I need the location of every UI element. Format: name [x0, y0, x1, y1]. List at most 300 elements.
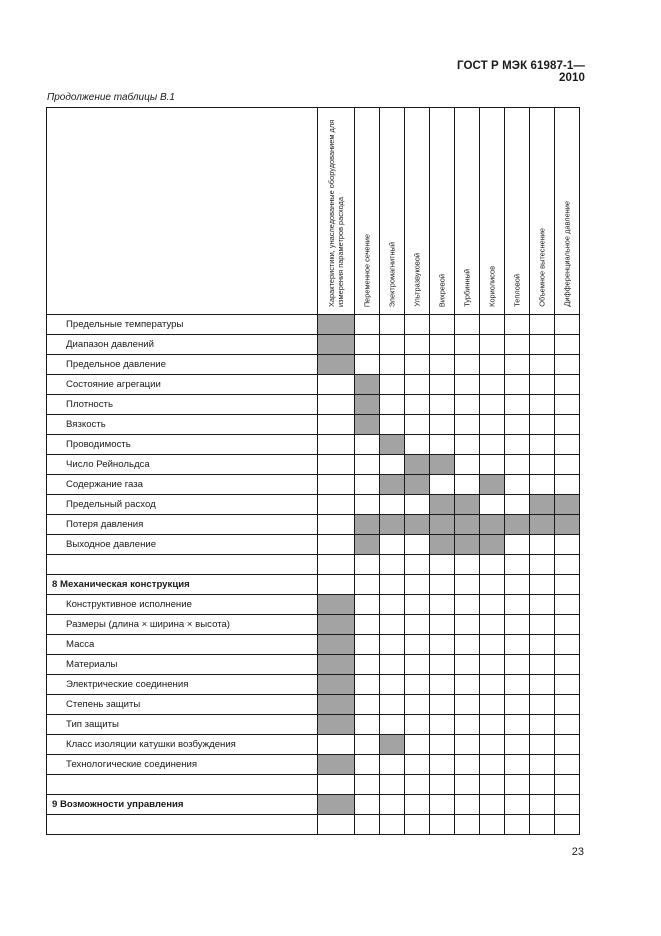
column-header	[555, 108, 580, 315]
table-row	[47, 635, 580, 655]
empty-cell	[355, 735, 380, 755]
empty-cell	[355, 635, 380, 655]
empty-cell	[505, 595, 530, 615]
table-caption: Продолжение таблицы В.1	[47, 92, 175, 103]
characteristics-table	[46, 107, 580, 835]
applicable-mark-cell	[355, 395, 380, 415]
column-header	[530, 108, 555, 315]
empty-cell	[318, 815, 355, 835]
empty-cell	[455, 475, 480, 495]
empty-cell	[380, 595, 405, 615]
empty-cell	[380, 635, 405, 655]
table-header-row	[47, 108, 580, 315]
table-row	[47, 615, 580, 635]
empty-cell	[505, 355, 530, 375]
empty-cell	[480, 435, 505, 455]
empty-cell	[430, 715, 455, 735]
column-header	[318, 108, 355, 315]
empty-cell	[380, 675, 405, 695]
characteristic-cell	[47, 815, 318, 835]
applicable-mark-cell	[318, 715, 355, 735]
characteristic-cell	[47, 415, 318, 435]
applicable-mark-cell	[380, 475, 405, 495]
empty-cell	[355, 355, 380, 375]
empty-cell	[455, 435, 480, 455]
table-row	[47, 355, 580, 375]
characteristic-cell	[47, 555, 318, 575]
empty-cell	[355, 715, 380, 735]
section-heading-cell	[47, 795, 318, 815]
empty-cell	[505, 575, 530, 595]
characteristic-label: Проводимость	[66, 439, 131, 450]
empty-cell	[505, 395, 530, 415]
applicable-mark-cell	[455, 515, 480, 535]
table-row	[47, 795, 580, 815]
characteristic-label: Диапазон давлений	[66, 339, 154, 350]
table-row	[47, 495, 580, 515]
empty-cell	[505, 755, 530, 775]
empty-cell	[380, 495, 405, 515]
empty-cell	[455, 775, 480, 795]
empty-cell	[555, 815, 580, 835]
table-row	[47, 675, 580, 695]
empty-cell	[480, 635, 505, 655]
empty-cell	[430, 395, 455, 415]
characteristic-label: Масса	[66, 639, 95, 650]
empty-cell	[530, 315, 555, 335]
empty-cell	[455, 795, 480, 815]
empty-cell	[530, 715, 555, 735]
empty-cell	[430, 755, 455, 775]
empty-cell	[455, 555, 480, 575]
characteristic-cell	[47, 615, 318, 635]
applicable-mark-cell	[505, 515, 530, 535]
empty-cell	[355, 575, 380, 595]
table-row	[47, 655, 580, 675]
characteristic-label: Число Рейнольдса	[66, 459, 150, 470]
applicable-mark-cell	[555, 515, 580, 535]
empty-cell	[405, 535, 430, 555]
applicable-mark-cell	[380, 435, 405, 455]
empty-cell	[455, 755, 480, 775]
characteristic-label: Технологические соединения	[66, 759, 198, 770]
empty-cell	[455, 375, 480, 395]
column-header	[430, 108, 455, 315]
table-row	[47, 315, 580, 335]
empty-cell	[405, 335, 430, 355]
empty-cell	[505, 455, 530, 475]
empty-cell	[530, 435, 555, 455]
empty-cell	[318, 775, 355, 795]
empty-cell	[555, 375, 580, 395]
empty-cell	[480, 395, 505, 415]
empty-cell	[405, 555, 430, 575]
applicable-mark-cell	[480, 515, 505, 535]
empty-cell	[455, 355, 480, 375]
empty-cell	[455, 335, 480, 355]
empty-cell	[380, 775, 405, 795]
empty-cell	[355, 475, 380, 495]
empty-cell	[480, 315, 505, 335]
empty-cell	[380, 795, 405, 815]
empty-cell	[530, 755, 555, 775]
empty-cell	[480, 715, 505, 735]
empty-cell	[380, 715, 405, 735]
empty-cell	[430, 675, 455, 695]
empty-cell	[455, 395, 480, 415]
empty-cell	[355, 595, 380, 615]
empty-cell	[505, 635, 530, 655]
empty-cell	[480, 755, 505, 775]
empty-cell	[555, 395, 580, 415]
characteristic-cell	[47, 435, 318, 455]
empty-cell	[430, 815, 455, 835]
empty-cell	[480, 735, 505, 755]
characteristic-cell	[47, 535, 318, 555]
empty-cell	[555, 335, 580, 355]
column-header	[405, 108, 430, 315]
empty-cell	[318, 455, 355, 475]
table-row	[47, 775, 580, 795]
empty-cell	[455, 615, 480, 635]
characteristic-cell	[47, 775, 318, 795]
empty-cell	[380, 555, 405, 575]
empty-cell	[455, 735, 480, 755]
empty-cell	[480, 695, 505, 715]
empty-cell	[405, 735, 430, 755]
characteristic-cell	[47, 335, 318, 355]
column-header-label: Объемное вытеснение	[537, 228, 547, 307]
section-heading: 8 Механическая конструкция	[52, 579, 190, 590]
empty-cell	[405, 655, 430, 675]
applicable-mark-cell	[430, 455, 455, 475]
empty-cell	[355, 555, 380, 575]
empty-cell	[405, 775, 430, 795]
characteristic-cell	[47, 375, 318, 395]
empty-cell	[318, 375, 355, 395]
empty-cell	[405, 375, 430, 395]
characteristic-cell	[47, 755, 318, 775]
empty-cell	[530, 355, 555, 375]
empty-cell	[430, 475, 455, 495]
empty-cell	[555, 635, 580, 655]
empty-cell	[530, 675, 555, 695]
empty-cell	[355, 495, 380, 515]
characteristic-cell	[47, 735, 318, 755]
empty-cell	[555, 655, 580, 675]
applicable-mark-cell	[430, 515, 455, 535]
empty-cell	[405, 595, 430, 615]
empty-cell	[505, 335, 530, 355]
empty-cell	[380, 815, 405, 835]
empty-cell	[405, 795, 430, 815]
empty-cell	[505, 535, 530, 555]
empty-cell	[405, 715, 430, 735]
empty-cell	[555, 455, 580, 475]
applicable-mark-cell	[318, 595, 355, 615]
empty-cell	[380, 655, 405, 675]
empty-cell	[480, 355, 505, 375]
characteristic-label: Плотность	[66, 399, 113, 410]
empty-cell	[355, 615, 380, 635]
characteristic-label: Конструктивное исполнение	[66, 599, 192, 610]
empty-cell	[405, 575, 430, 595]
table-row	[47, 335, 580, 355]
table-row	[47, 435, 580, 455]
column-header-label: Электромагнитный	[387, 241, 397, 307]
applicable-mark-cell	[355, 535, 380, 555]
empty-cell	[380, 615, 405, 635]
empty-cell	[530, 575, 555, 595]
empty-cell	[505, 655, 530, 675]
empty-cell	[430, 375, 455, 395]
applicable-mark-cell	[405, 475, 430, 495]
characteristic-cell	[47, 515, 318, 535]
applicable-mark-cell	[380, 735, 405, 755]
characteristic-cell	[47, 635, 318, 655]
applicable-mark-cell	[430, 495, 455, 515]
empty-cell	[380, 535, 405, 555]
characteristic-cell	[47, 495, 318, 515]
characteristic-cell	[47, 595, 318, 615]
empty-cell	[380, 415, 405, 435]
empty-cell	[455, 675, 480, 695]
empty-cell	[555, 415, 580, 435]
characteristic-cell	[47, 395, 318, 415]
empty-cell	[430, 615, 455, 635]
empty-cell	[505, 375, 530, 395]
empty-cell	[530, 535, 555, 555]
applicable-mark-cell	[318, 355, 355, 375]
applicable-mark-cell	[318, 755, 355, 775]
empty-cell	[405, 415, 430, 435]
table-row	[47, 375, 580, 395]
applicable-mark-cell	[380, 515, 405, 535]
applicable-mark-cell	[355, 515, 380, 535]
applicable-mark-cell	[318, 615, 355, 635]
table-row	[47, 715, 580, 735]
header-blank-cell	[47, 108, 318, 315]
empty-cell	[380, 695, 405, 715]
column-header	[355, 108, 380, 315]
empty-cell	[405, 355, 430, 375]
empty-cell	[555, 775, 580, 795]
empty-cell	[555, 555, 580, 575]
column-header-label: Дифференциальное давление	[562, 201, 572, 307]
characteristic-label: Предельное давление	[66, 359, 166, 370]
empty-cell	[355, 815, 380, 835]
column-header-label: Тепловой	[512, 274, 522, 307]
empty-cell	[355, 695, 380, 715]
empty-cell	[430, 335, 455, 355]
characteristic-cell	[47, 315, 318, 335]
characteristic-cell	[47, 675, 318, 695]
empty-cell	[480, 495, 505, 515]
applicable-mark-cell	[318, 315, 355, 335]
characteristic-cell	[47, 695, 318, 715]
empty-cell	[530, 615, 555, 635]
empty-cell	[505, 475, 530, 495]
empty-cell	[430, 775, 455, 795]
empty-cell	[405, 395, 430, 415]
empty-cell	[530, 815, 555, 835]
empty-cell	[318, 515, 355, 535]
characteristic-label: Предельные температуры	[66, 319, 184, 330]
characteristic-cell	[47, 715, 318, 735]
empty-cell	[405, 755, 430, 775]
empty-cell	[480, 575, 505, 595]
column-header	[480, 108, 505, 315]
empty-cell	[480, 555, 505, 575]
empty-cell	[505, 695, 530, 715]
section-heading-cell	[47, 575, 318, 595]
document-standard-header: ГОСТ Р МЭК 61987-1—2010	[457, 60, 585, 84]
table-row	[47, 575, 580, 595]
characteristic-label: Выходное давление	[66, 539, 157, 550]
empty-cell	[380, 395, 405, 415]
empty-cell	[505, 735, 530, 755]
empty-cell	[530, 735, 555, 755]
empty-cell	[480, 335, 505, 355]
empty-cell	[405, 315, 430, 335]
empty-cell	[318, 735, 355, 755]
empty-cell	[355, 775, 380, 795]
empty-cell	[430, 355, 455, 375]
empty-cell	[530, 475, 555, 495]
empty-cell	[455, 595, 480, 615]
empty-cell	[318, 395, 355, 415]
applicable-mark-cell	[530, 495, 555, 515]
empty-cell	[455, 415, 480, 435]
empty-cell	[480, 815, 505, 835]
table-row	[47, 395, 580, 415]
empty-cell	[380, 575, 405, 595]
empty-cell	[480, 595, 505, 615]
empty-cell	[430, 735, 455, 755]
empty-cell	[405, 675, 430, 695]
table-row	[47, 535, 580, 555]
empty-cell	[530, 795, 555, 815]
empty-cell	[318, 475, 355, 495]
empty-cell	[380, 315, 405, 335]
empty-cell	[430, 555, 455, 575]
empty-cell	[455, 815, 480, 835]
empty-cell	[355, 675, 380, 695]
table-row	[47, 455, 580, 475]
empty-cell	[455, 315, 480, 335]
empty-cell	[430, 695, 455, 715]
empty-cell	[318, 415, 355, 435]
empty-cell	[505, 795, 530, 815]
empty-cell	[380, 455, 405, 475]
empty-cell	[455, 575, 480, 595]
empty-cell	[405, 695, 430, 715]
empty-cell	[430, 575, 455, 595]
empty-cell	[480, 775, 505, 795]
applicable-mark-cell	[455, 535, 480, 555]
characteristic-label: Электрические соединения	[66, 679, 189, 690]
characteristic-label: Тип защиты	[66, 719, 119, 730]
applicable-mark-cell	[318, 635, 355, 655]
empty-cell	[355, 795, 380, 815]
empty-cell	[530, 775, 555, 795]
empty-cell	[405, 435, 430, 455]
characteristic-cell	[47, 355, 318, 375]
column-header-label: Вихревой	[437, 273, 447, 307]
empty-cell	[530, 655, 555, 675]
empty-cell	[555, 735, 580, 755]
empty-cell	[405, 815, 430, 835]
empty-cell	[405, 615, 430, 635]
empty-cell	[505, 775, 530, 795]
empty-cell	[530, 455, 555, 475]
column-header-label: Характеристики, унаследованные оборудованием для измерения параметров расхода	[327, 119, 345, 307]
characteristic-cell	[47, 455, 318, 475]
applicable-mark-cell	[355, 415, 380, 435]
empty-cell	[480, 375, 505, 395]
applicable-mark-cell	[480, 535, 505, 555]
applicable-mark-cell	[318, 675, 355, 695]
characteristic-label: Вязкость	[66, 419, 106, 430]
applicable-mark-cell	[405, 455, 430, 475]
empty-cell	[555, 695, 580, 715]
characteristic-label: Содержание газа	[66, 479, 143, 490]
empty-cell	[505, 495, 530, 515]
table-row	[47, 735, 580, 755]
characteristic-label: Предельный расход	[66, 499, 156, 510]
empty-cell	[555, 795, 580, 815]
applicable-mark-cell	[405, 515, 430, 535]
empty-cell	[530, 555, 555, 575]
column-header-label: Ультразвуковой	[412, 253, 422, 307]
empty-cell	[430, 435, 455, 455]
empty-cell	[505, 615, 530, 635]
empty-cell	[455, 655, 480, 675]
empty-cell	[530, 635, 555, 655]
empty-cell	[405, 635, 430, 655]
empty-cell	[530, 335, 555, 355]
empty-cell	[505, 415, 530, 435]
empty-cell	[380, 355, 405, 375]
table-row	[47, 415, 580, 435]
applicable-mark-cell	[355, 375, 380, 395]
empty-cell	[455, 695, 480, 715]
empty-cell	[430, 655, 455, 675]
empty-cell	[480, 455, 505, 475]
applicable-mark-cell	[430, 535, 455, 555]
empty-cell	[505, 555, 530, 575]
empty-cell	[555, 675, 580, 695]
empty-cell	[555, 755, 580, 775]
column-header	[505, 108, 530, 315]
empty-cell	[530, 415, 555, 435]
characteristic-label: Степень защиты	[66, 699, 141, 710]
empty-cell	[355, 455, 380, 475]
empty-cell	[355, 755, 380, 775]
empty-cell	[318, 435, 355, 455]
empty-cell	[355, 335, 380, 355]
table-row	[47, 555, 580, 575]
column-header	[455, 108, 480, 315]
empty-cell	[530, 375, 555, 395]
empty-cell	[455, 715, 480, 735]
empty-cell	[430, 595, 455, 615]
empty-cell	[530, 395, 555, 415]
empty-cell	[555, 615, 580, 635]
applicable-mark-cell	[318, 655, 355, 675]
table-row	[47, 515, 580, 535]
empty-cell	[505, 435, 530, 455]
